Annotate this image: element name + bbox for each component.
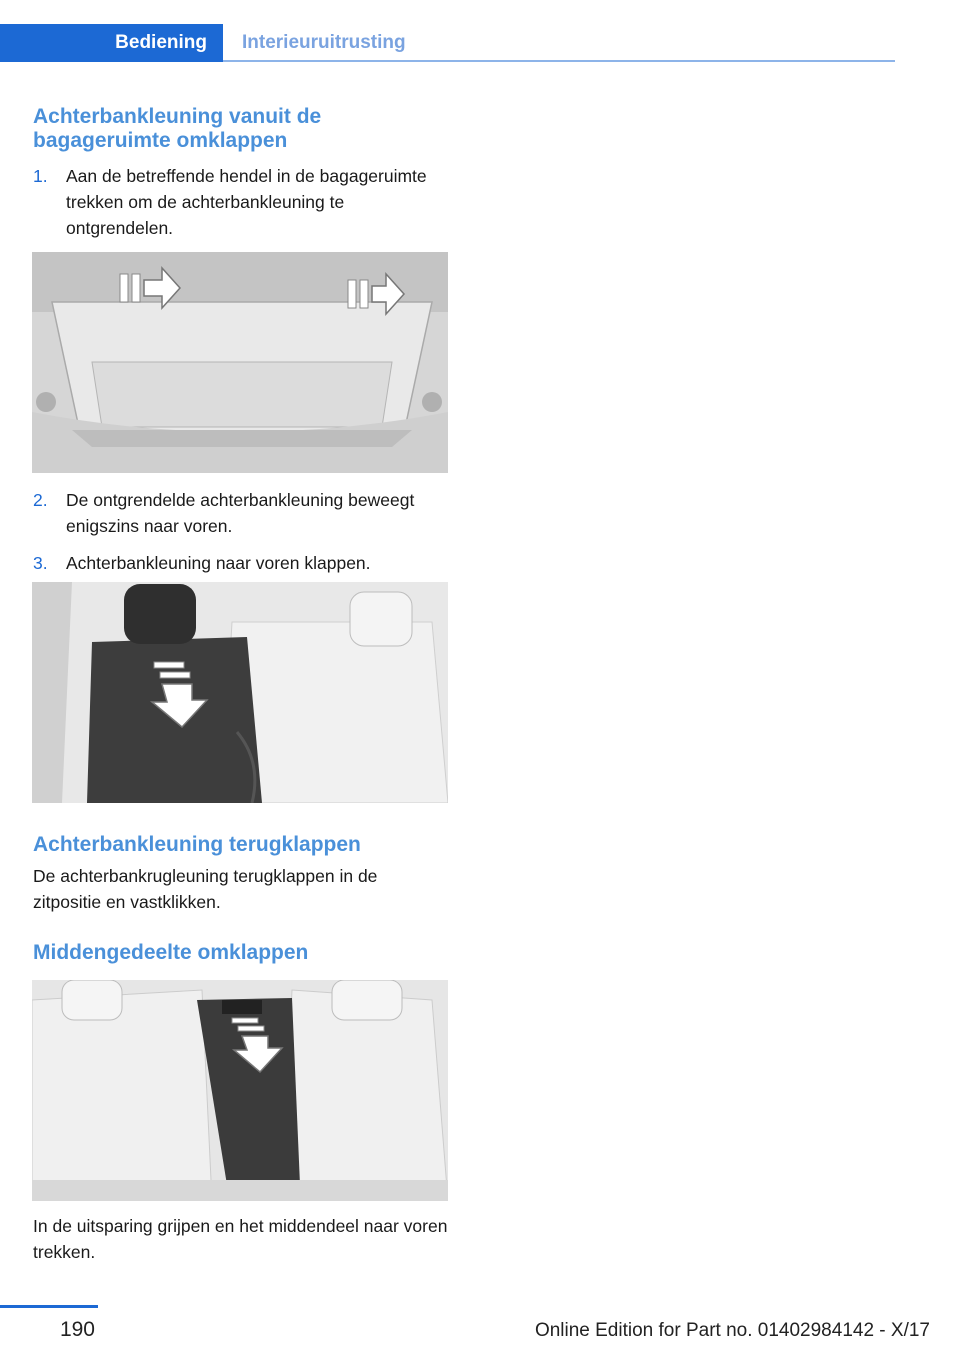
middle-section-figure	[32, 980, 448, 1201]
page-number: 190	[59, 1318, 95, 1341]
header-tabs	[0, 24, 895, 62]
step-text: Achterbankleuning naar voren klappen.	[66, 553, 371, 573]
step-number: 3.	[33, 553, 48, 573]
seat-fold-figure	[32, 582, 448, 803]
footer-divider	[0, 1305, 98, 1308]
tab-interieuruitrusting[interactable]: Interieuruitrusting	[242, 32, 406, 53]
section-title-middengedeelte: Middengedeelte omklappen	[33, 941, 309, 964]
section-title-omklappen: Achterbankleuning vanuit de bagageruimte omklappen	[33, 105, 322, 152]
trunk-release-figure	[32, 252, 448, 473]
step-text: Aan de betreffende hendel in de bagageruimte trekken om de achterbankleuning te ontgrendelen.	[66, 166, 427, 238]
edition-note: Online Edition for Part no. 01402984142 - X/17	[534, 1320, 930, 1341]
section-text-middengedeelte: In de uitsparing grijpen en het middendeel naar voren trekken.	[33, 1216, 448, 1262]
step-text: De ontgrendelde achterbankleuning beweegt enigszins naar voren.	[66, 490, 415, 536]
section-title-terugklappen: Achterbankleuning terugklappen	[33, 833, 361, 856]
step-1	[33, 163, 448, 243]
step-number: 1.	[33, 166, 48, 186]
step-2	[33, 487, 448, 541]
header-divider	[223, 60, 895, 62]
step-3	[33, 550, 448, 578]
tab-bediening[interactable]: Bediening	[0, 24, 223, 62]
section-text-terugklappen: De achterbankrugleuning terugklappen in de zitpositie en vastklikken.	[33, 866, 378, 912]
step-number: 2.	[33, 490, 48, 510]
